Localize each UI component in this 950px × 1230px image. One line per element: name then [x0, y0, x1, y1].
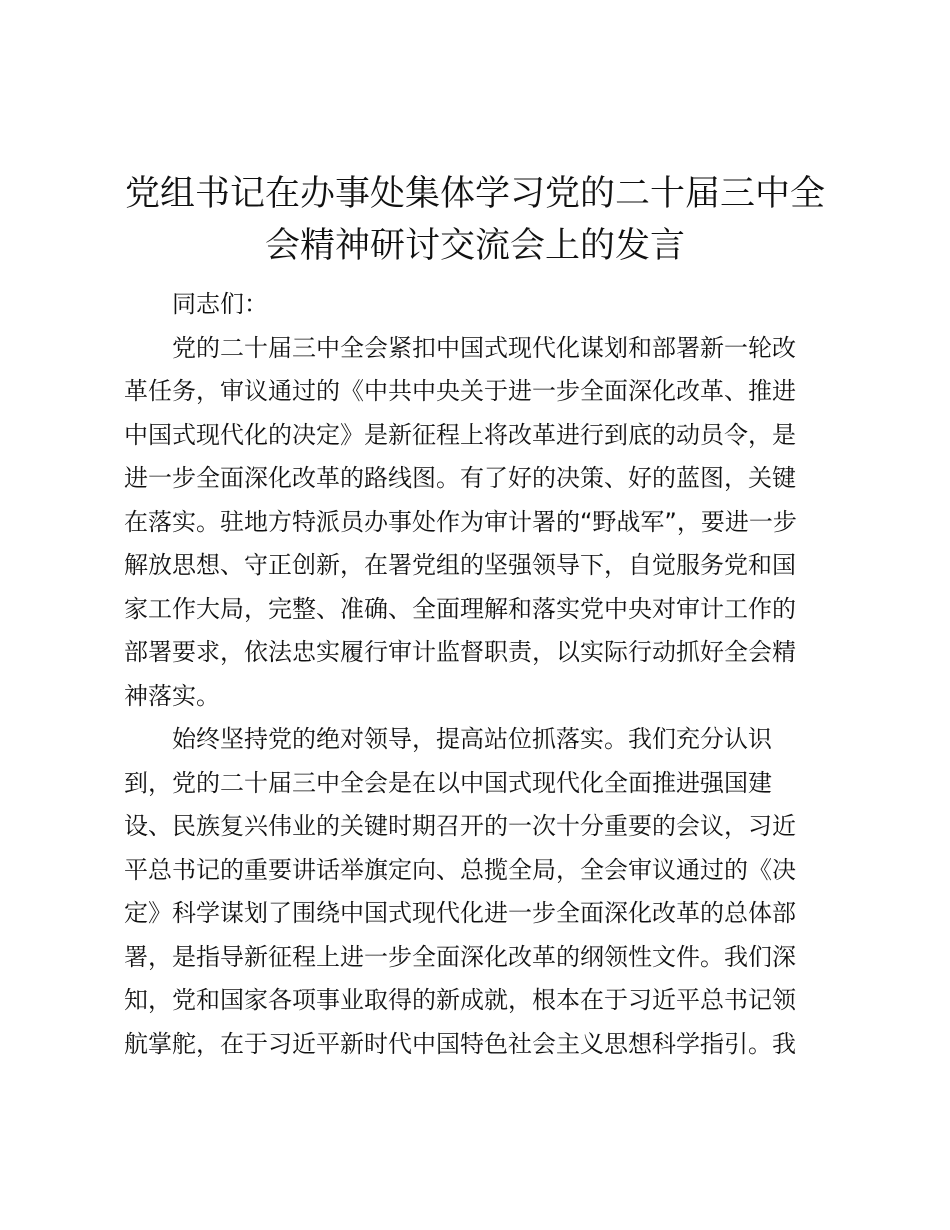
paragraph-line: 定》科学谋划了围绕中国式现代化进一步全面深化改革的总体部: [124, 899, 796, 927]
paragraph-2: [124, 718, 824, 1066]
paragraph-line: 中国式现代化的决定》是新征程上将改革进行到底的动员令，是: [124, 420, 796, 449]
paragraph-line: 部署要求，依法忠实履行审计监督职责，以实际行动抓好全会精: [124, 638, 796, 666]
paragraph-line: 进一步全面深化改革的路线图。有了好的决策、好的蓝图，关键: [124, 464, 796, 492]
paragraph-line: 革任务，审议通过的《中共中央关于进一步全面深化改革、推进: [124, 377, 796, 405]
paragraph-line: 家工作大局，完整、准确、全面理解和落实党中央对审计工作的: [124, 594, 796, 623]
paragraph-line: 设、民族复兴伟业的关键时期召开的一次十分重要的会议，习近: [124, 812, 796, 840]
paragraph-line: 在落实。驻地方特派员办事处作为审计署的“野战军”，要进一步: [124, 507, 797, 536]
paragraph-line: 神落实。: [124, 681, 220, 710]
paragraph-line: 党的二十届三中全会紧扣中国式现代化谋划和部署新一轮改: [172, 333, 796, 362]
paragraph-line: 始终坚持党的绝对领导，提高站位抓落实。我们充分认识: [172, 725, 772, 753]
greeting: 同志们：: [172, 290, 268, 318]
title-line: 会精神研讨交流会上的发言: [264, 226, 685, 266]
paragraph-1: [124, 327, 824, 719]
paragraph-line: 航掌舵，在于习近平新时代中国特色社会主义思想科学指引。我: [124, 1029, 796, 1058]
paragraph-line: 解放思想、守正创新，在署党组的坚强领导下，自觉服务党和国: [124, 551, 796, 579]
paragraph-line: 平总书记的重要讲话举旗定向、总揽全局，全会审议通过的《决: [124, 855, 796, 884]
paragraph-line: 到，党的二十届三中全会是在以中国式现代化全面推进强国建: [124, 768, 772, 797]
document-title: [120, 168, 830, 272]
paragraph-line: 知，党和国家各项事业取得的新成就，根本在于习近平总书记领: [124, 986, 796, 1014]
document-body: [124, 283, 824, 1066]
paragraph-line: 署，是指导新征程上进一步全面深化改革的纲领性文件。我们深: [124, 942, 796, 971]
title-line: 党组书记在办事处集体学习党的二十届三中全: [124, 174, 825, 214]
